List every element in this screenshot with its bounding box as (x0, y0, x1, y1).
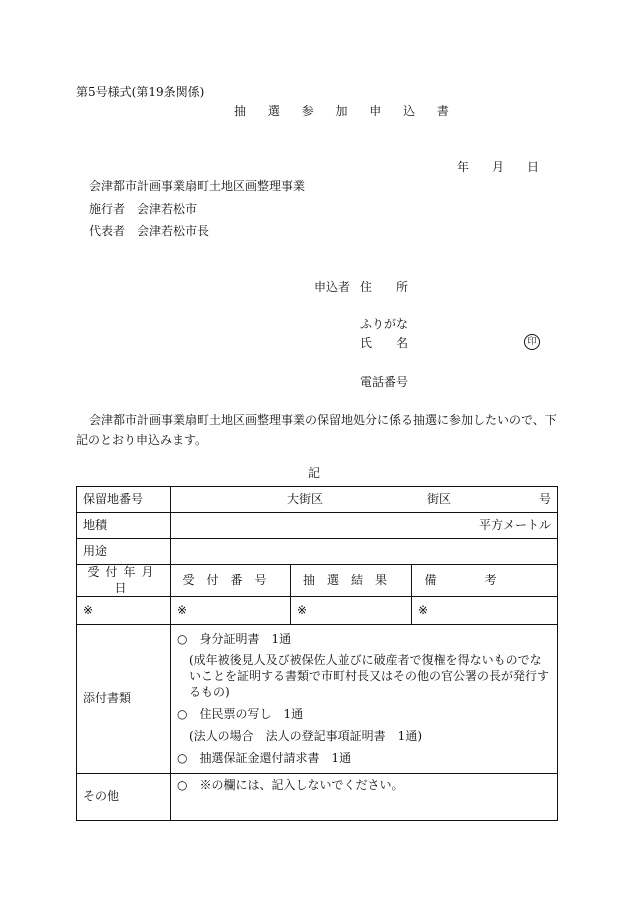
body-text: 会津都市計画事業扇町土地区画整理事業の保留地処分に係る抽選に参加したいので、下記のとおり申込みます。 (76, 413, 557, 447)
lot-number-unit: 号 (539, 491, 552, 506)
attachments-label: 添付書類 (77, 625, 171, 774)
attachment-item-1: ○ 身分証明書 1通 (177, 632, 292, 647)
other-text: ○ ※の欄には、記入しないでください。 (177, 778, 404, 793)
area-row (77, 513, 558, 539)
attachments-cell (171, 625, 558, 774)
addressee-representative: 代表者 会津若松市長 (89, 224, 210, 238)
attachment-item-2: ○ 住民票の写し 1通 (177, 707, 304, 722)
addressee-executor: 施行者 会津若松市 (89, 202, 198, 216)
date-month: 月 (492, 160, 505, 174)
lot-block-unit: 大街区 (287, 491, 324, 506)
header-remarks: 備考 (412, 565, 558, 597)
area-value-cell[interactable] (171, 513, 558, 539)
attachments-row (77, 625, 558, 774)
other-label: その他 (77, 774, 171, 821)
mark-remarks: ※ (412, 597, 558, 625)
ki-label: 記 (308, 466, 321, 480)
applicant-furigana-label: ふりがな (360, 317, 409, 331)
applicant-label: 申込者 (314, 280, 351, 294)
area-label: 地積 (77, 513, 171, 539)
other-cell (171, 774, 558, 821)
applicant-phone-label: 電話番号 (360, 375, 409, 389)
attachment-note-2: (法人の場合 法人の登記事項証明書 1通) (189, 729, 422, 744)
form-number: 第5号様式(第19条関係) (76, 85, 205, 99)
seal-mark: 印 (524, 334, 540, 350)
other-row (77, 774, 558, 821)
date-year: 年 (457, 160, 470, 174)
mark-lottery-result: ※ (291, 597, 412, 625)
applicant-address-label: 住 所 (360, 280, 409, 294)
attachment-item-3: ○ 抽選保証金還付請求書 1通 (177, 751, 352, 766)
lot-value-cell[interactable] (171, 487, 558, 513)
applicant-name-label: 氏 名 (360, 336, 409, 350)
lot-row (77, 487, 558, 513)
header-receipt-date: 受付年月日 (77, 565, 171, 597)
use-label: 用途 (77, 539, 171, 565)
application-table (76, 486, 558, 821)
use-value-cell[interactable] (171, 539, 558, 565)
use-row (77, 539, 558, 565)
document-title: 抽 選 参 加 申 込 書 (234, 104, 458, 118)
mark-row (77, 597, 558, 625)
header-row (77, 565, 558, 597)
mark-receipt-date: ※ (77, 597, 171, 625)
header-lottery-result: 抽選結果 (291, 565, 412, 597)
mark-receipt-number: ※ (171, 597, 291, 625)
date-day: 日 (527, 160, 540, 174)
lot-street-unit: 街区 (427, 491, 452, 506)
header-receipt-number: 受付番号 (171, 565, 291, 597)
lot-label: 保留地番号 (77, 487, 171, 513)
attachment-note-1: (成年被後見人及び被保佐人並びに破産者で復権を得ないものでないことを証明する書類で市町村長又はその他の官公署の長が発行するもの) (189, 653, 550, 700)
addressee-project: 会津都市計画事業扇町土地区画整理事業 (89, 179, 306, 193)
area-unit: 平方メートル (479, 517, 552, 532)
